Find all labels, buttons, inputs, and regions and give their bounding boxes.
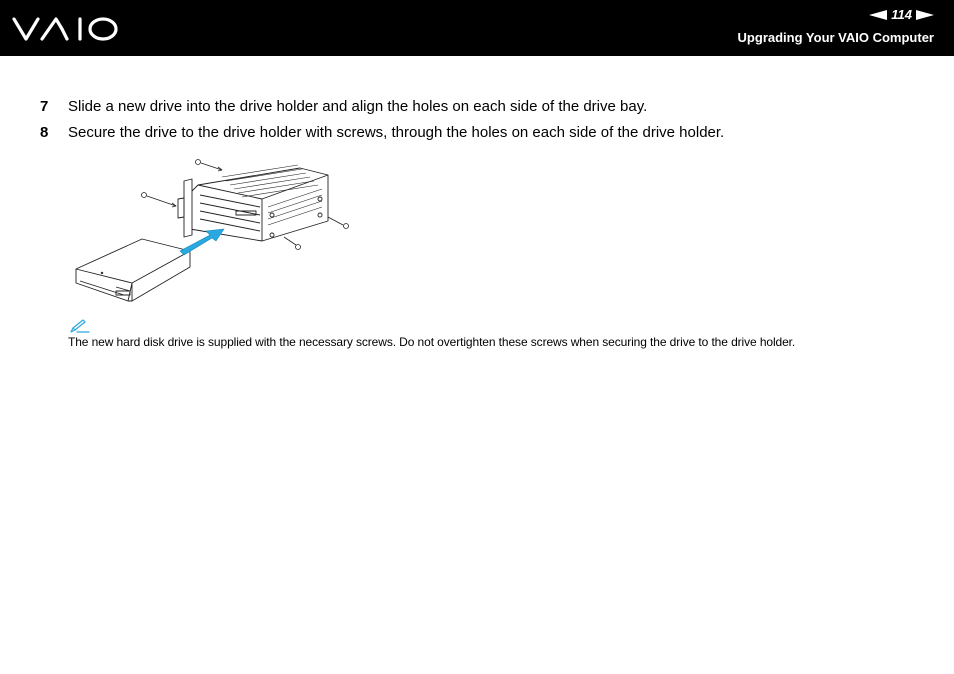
step-number: 7 [40, 98, 49, 115]
triangle-left-icon[interactable] [869, 10, 887, 20]
page-navigator [869, 7, 934, 23]
step-text: Secure the drive to the drive holder with screws, through the holes on each side of the drive holder. [68, 124, 725, 141]
page-number: 114 [891, 7, 912, 22]
note-text: The new hard disk drive is supplied with the necessary screws. Do not overtighten these screws when securing the drive to the drive holder. [68, 335, 796, 349]
pencil-note-icon [69, 318, 91, 334]
triangle-right-icon[interactable] [916, 10, 934, 20]
page-header [0, 0, 954, 56]
step-text: Slide a new drive into the drive holder and align the holes on each side of the drive bay. [68, 98, 648, 115]
step-number: 8 [40, 124, 49, 141]
vaio-logo-icon [12, 15, 122, 43]
drive-installation-illustration [72, 155, 362, 305]
section-title: Upgrading Your VAIO Computer [737, 30, 934, 45]
